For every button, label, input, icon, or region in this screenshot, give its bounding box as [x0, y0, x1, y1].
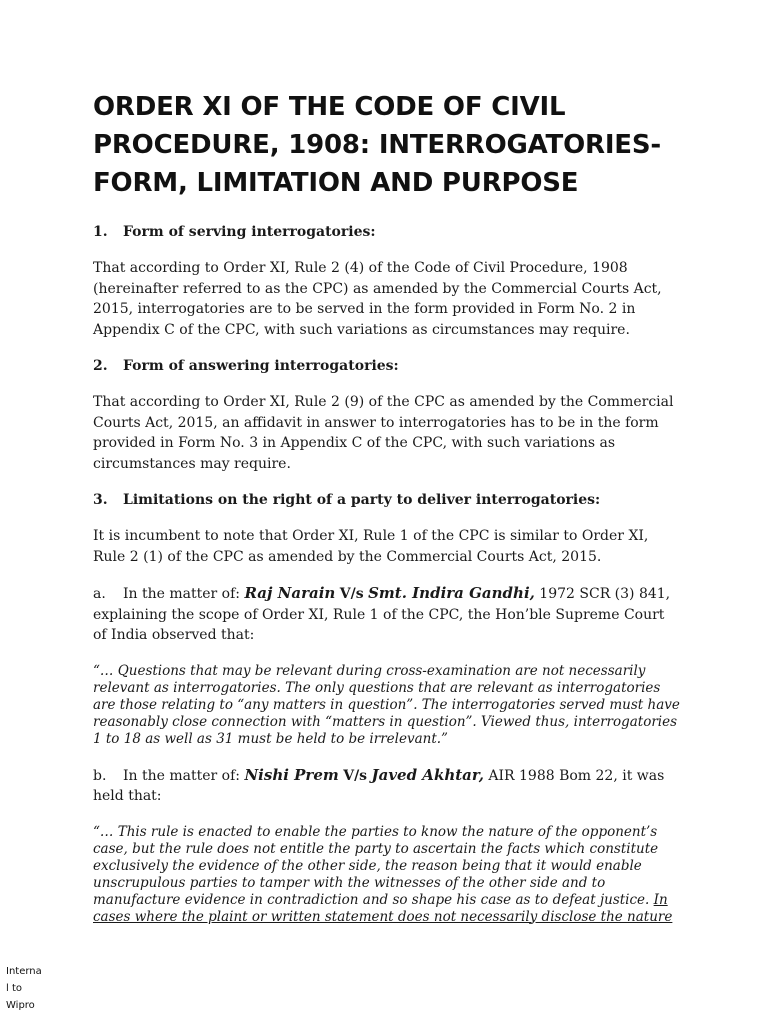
case-b-party1: Nishi Prem: [244, 765, 339, 784]
case-b-letter: b.: [93, 767, 107, 784]
section-3-heading-text: Limitations on the right of a party to deliver interrogatories:: [123, 492, 601, 508]
case-a-letter: a.: [93, 586, 106, 602]
case-b-quote-plain: “… This rule is enacted to enable the parties to know the nature of the opponent’s case, but the rule does not entitle the party to ascertain the facts which constitute exclusively the evidence of the other side, the reason being that it would enable unscrupulous parties to tamper with the witnesses of the other side and to manufacture evidence in contradiction and so shape his case as to defeat justice.: [93, 823, 659, 908]
classification-line-2: l to: [6, 983, 22, 994]
case-a-party1: Raj Narain: [244, 584, 336, 602]
section-3-number: 3.: [93, 492, 108, 508]
section-2-body: That according to Order XI, Rule 2 (9) of the CPC as amended by the Commercial Courts Act, 2015, an affidavit in answer to interrogatories has to be in the form provided in Form No. 3 in Appendix C of the CPC, with such variations as circumstances may require.: [93, 394, 674, 472]
case-b-rest: held that:: [93, 788, 162, 804]
case-a-rest: explaining the scope of Order XI, Rule 1 of the CPC, the Hon’ble Supreme Court of India observed that:: [93, 606, 665, 643]
section-1-heading-text: Form of serving interrogatories:: [123, 224, 376, 240]
case-a-paragraph: [93, 583, 681, 646]
case-b-vs: V/s: [343, 767, 368, 784]
section-1-heading: [93, 222, 681, 242]
case-b-party2: Javed Akhtar,: [371, 765, 484, 784]
case-b-quote-underlined: In cases where the plaint or written statement does not necessarily disclose the nature: [93, 891, 673, 925]
section-3-heading: [93, 490, 681, 510]
classification-label: [6, 963, 42, 1014]
document-title: ORDER XI OF THE CODE OF CIVIL PROCEDURE, 1908: INTERROGATORIES-FORM, LIMITATION AND PURPOSE: [93, 92, 661, 198]
case-b-lead: In the matter of:: [123, 767, 245, 784]
case-b-paragraph: [93, 765, 681, 807]
section-2-heading-text: Form of answering interrogatories:: [123, 358, 399, 374]
section-3-body: It is incumbent to note that Order XI, Rule 1 of the CPC is similar to Order XI, Rule 2 (1) of the CPC as amended by the Commercial Courts Act, 2015.: [93, 528, 649, 565]
classification-line-3: Wipro: [6, 1000, 35, 1011]
case-a-party2: Smt. Indira Gandhi,: [368, 584, 535, 602]
case-b-citation: AIR 1988 Bom 22, it was: [483, 767, 665, 784]
classification-line-1: Interna: [6, 966, 42, 977]
document-body: [93, 88, 681, 926]
section-2-number: 2.: [93, 358, 108, 374]
section-1-number: 1.: [93, 224, 108, 240]
case-a-lead: In the matter of:: [123, 586, 245, 602]
section-1-body: That according to Order XI, Rule 2 (4) of the Code of Civil Procedure, 1908 (hereinafter referred to as the CPC) as amended by the Commercial Courts Act, 2015, interrogatories are to be served in the form provided in Form No. 2 in Appendix C of the CPC, with such variations as circumstances may require.: [93, 260, 662, 338]
case-a-citation: 1972 SCR (3) 841,: [534, 586, 671, 602]
case-a-vs: V/s: [339, 586, 364, 602]
section-2-heading: [93, 356, 681, 376]
case-b-quote: [93, 824, 681, 926]
case-a-quote: “… Questions that may be relevant during cross-examination are not necessarily relevant as interrogatories. The only questions that are relevant as interrogatories are those relating to “any matters in question”. The interrogatories served must have reasonably close connection with “matters in question”. Viewed thus, interrogatories 1 to 18 as well as 31 must be held to be irrelevant.”: [93, 662, 680, 747]
